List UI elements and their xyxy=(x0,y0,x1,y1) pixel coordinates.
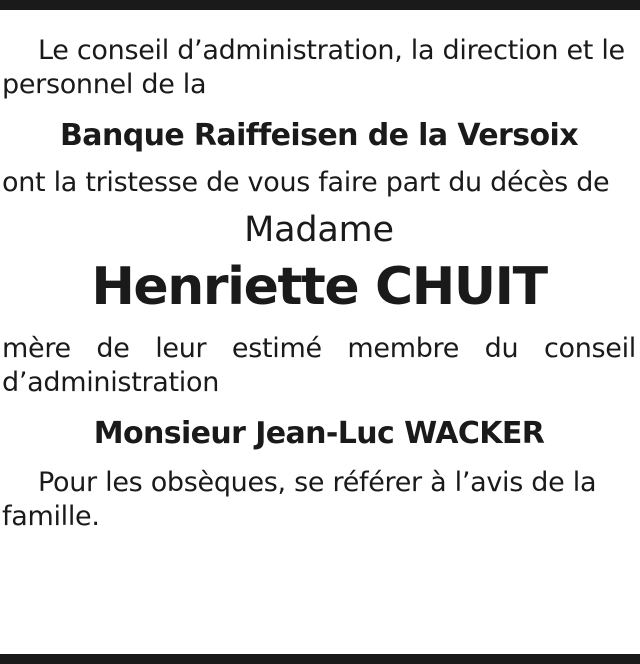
bottom-border-rule xyxy=(0,654,640,664)
relative-name: Monsieur Jean-Luc WACKER xyxy=(93,416,545,451)
closing-text: Pour les obsèques, se référer à l’avis de la famille. xyxy=(2,467,597,532)
announcement-text: ont la tristesse de vous faire part du décès de xyxy=(2,167,610,198)
obituary-notice xyxy=(2,34,636,534)
relation-text: mère de leur estimé membre du conseil d’administration xyxy=(2,333,636,398)
institution-name: Banque Raiffeisen de la Versoix xyxy=(60,118,578,153)
intro-text: Le conseil d’administration, la direction et le personnel de la xyxy=(2,35,625,100)
honorific: Madame xyxy=(244,210,394,250)
deceased-name: Henriette CHUIT xyxy=(91,257,547,317)
top-border-rule xyxy=(0,0,640,10)
